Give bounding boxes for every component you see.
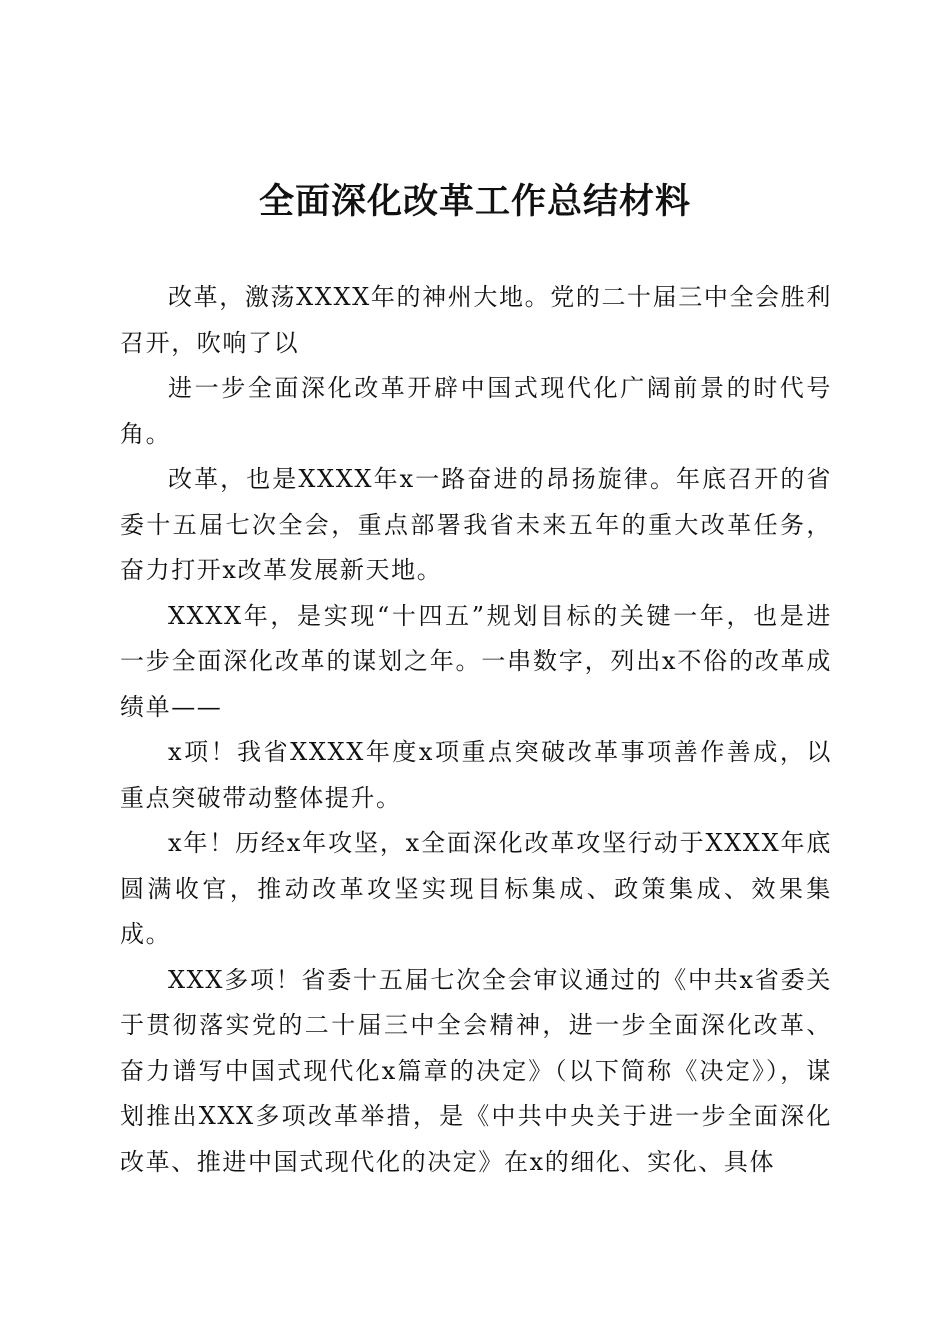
paragraph: x年！历经x年攻坚，x全面深化改革攻坚行动于XXXX年底圆满收官，推动改革攻坚实现目标集成、政策集成、效果集成。	[120, 829, 832, 948]
paragraph: 改革，激荡XXXX年的神州大地。党的二十届三中全会胜利召开，吹响了以	[120, 283, 832, 357]
paragraph: 改革，也是XXXX年x一路奋进的昂扬旋律。年底召开的省委十五届七次全会，重点部署我省未来五年的重大改革任务，奋力打开x改革发展新天地。	[120, 465, 832, 584]
paragraph: x项！我省XXXX年度x项重点突破改革事项善作善成，以重点突破带动整体提升。	[120, 738, 832, 812]
document-body	[120, 275, 832, 1185]
paragraph: XXX多项！省委十五届七次全会审议通过的《中共x省委关于贯彻落实党的二十届三中全会精神，进一步全面深化改革、奋力谱写中国式现代化x篇章的决定》（以下简称《决定》），谋划推出XXX多项改革举措，是《中共中央关于进一步全面深化改革、推进中国式现代化的决定》在x的细化、实化、具体	[120, 965, 832, 1176]
paragraph: 进一步全面深化改革开辟中国式现代化广阔前景的时代号角。	[120, 374, 832, 448]
document-title: 全面深化改革工作总结材料	[258, 181, 691, 222]
paragraph: XXXX年，是实现“十四五”规划目标的关键一年，也是进一步全面深化改革的谋划之年。一串数字，列出x不俗的改革成绩单——	[120, 601, 832, 721]
